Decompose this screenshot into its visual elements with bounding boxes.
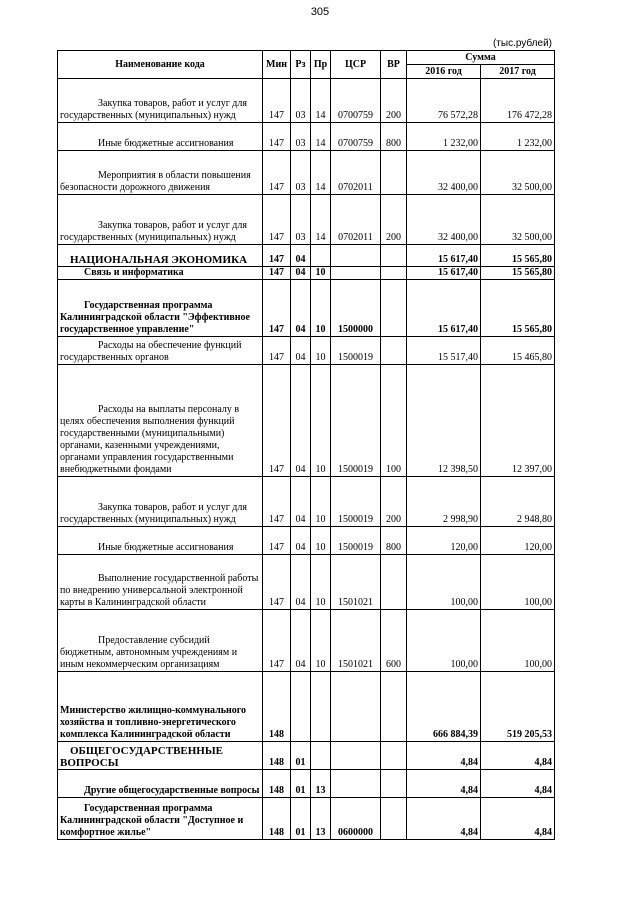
- row-rz: 04: [291, 337, 311, 365]
- header-2016: 2016 год: [407, 65, 481, 79]
- row-pr: 10: [311, 267, 331, 280]
- row-name: Закупка товаров, работ и услуг для государственных (муниципальных) нужд: [58, 195, 263, 245]
- row-2017: 15 465,80: [481, 337, 555, 365]
- row-pr: 10: [311, 477, 331, 527]
- row-min: 147: [263, 123, 291, 151]
- row-pr: 10: [311, 610, 331, 672]
- row-pr: 13: [311, 798, 331, 840]
- row-csr: 1500000: [331, 280, 381, 337]
- row-vr: 600: [381, 610, 407, 672]
- row-name: Закупка товаров, работ и услуг для государственных (муниципальных) нужд: [58, 477, 263, 527]
- row-name: Расходы на выплаты персоналу в целях обеспечения выполнения функций государственными (муниципальными) органами, казенными учреждениями, органами управления государственными внебюджетными фондами: [58, 365, 263, 477]
- row-2017: 15 565,80: [481, 245, 555, 267]
- row-rz: 04: [291, 527, 311, 555]
- row-pr: 10: [311, 555, 331, 610]
- row-2016: 4,84: [407, 770, 481, 798]
- row-vr: [381, 245, 407, 267]
- row-2016: 100,00: [407, 610, 481, 672]
- row-vr: [381, 280, 407, 337]
- row-pr: [311, 742, 331, 770]
- header-csr: ЦСР: [331, 51, 381, 79]
- row-csr: 1501021: [331, 610, 381, 672]
- row-2016: 120,00: [407, 527, 481, 555]
- row-name: Иные бюджетные ассигнования: [58, 123, 263, 151]
- row-min: 147: [263, 527, 291, 555]
- table-row: [58, 365, 555, 477]
- row-name: Министерство жилищно-коммунального хозяйства и топливно-энергетического комплекса Калининградской области: [58, 672, 263, 742]
- row-2016: 666 884,39: [407, 672, 481, 742]
- row-pr: 14: [311, 123, 331, 151]
- row-rz: 04: [291, 477, 311, 527]
- row-name: НАЦИОНАЛЬНАЯ ЭКОНОМИКА: [58, 245, 263, 267]
- row-min: 148: [263, 742, 291, 770]
- table-row: [58, 280, 555, 337]
- row-2016: 32 400,00: [407, 195, 481, 245]
- row-2016: 1 232,00: [407, 123, 481, 151]
- row-min: 148: [263, 798, 291, 840]
- row-min: 147: [263, 555, 291, 610]
- table-row: [58, 742, 555, 770]
- header-vr: ВР: [381, 51, 407, 79]
- table-row: [58, 245, 555, 267]
- row-2017: 15 565,80: [481, 280, 555, 337]
- row-rz: 04: [291, 267, 311, 280]
- row-rz: 01: [291, 770, 311, 798]
- row-rz: 03: [291, 195, 311, 245]
- row-vr: 800: [381, 123, 407, 151]
- row-vr: [381, 672, 407, 742]
- row-name: Выполнение государственной работы по внедрению универсальной электронной карты в Калининградской области: [58, 555, 263, 610]
- row-csr: 1500019: [331, 527, 381, 555]
- row-2017: 32 500,00: [481, 195, 555, 245]
- row-name: Предоставление субсидий бюджетным, автономным учреждениям и иным некоммерческим организациям: [58, 610, 263, 672]
- row-vr: 100: [381, 365, 407, 477]
- page-number: 305: [310, 6, 330, 18]
- header-rz: Рз: [291, 51, 311, 79]
- row-pr: 14: [311, 79, 331, 123]
- row-pr: 10: [311, 280, 331, 337]
- row-vr: [381, 555, 407, 610]
- row-rz: 04: [291, 365, 311, 477]
- row-2016: 4,84: [407, 742, 481, 770]
- table-row: [58, 123, 555, 151]
- row-rz: 03: [291, 79, 311, 123]
- units-label: (тыс.рублей): [492, 38, 552, 49]
- row-pr: [311, 245, 331, 267]
- row-csr: 0702011: [331, 195, 381, 245]
- row-min: 147: [263, 151, 291, 195]
- header-sum: Сумма: [407, 51, 555, 65]
- table-row: [58, 798, 555, 840]
- row-name: Мероприятия в области повышения безопасности дорожного движения: [58, 151, 263, 195]
- row-rz: 01: [291, 742, 311, 770]
- row-csr: 1500019: [331, 337, 381, 365]
- row-2016: 15 617,40: [407, 245, 481, 267]
- row-csr: [331, 742, 381, 770]
- row-csr: [331, 672, 381, 742]
- row-name: Закупка товаров, работ и услуг для государственных (муниципальных) нужд: [58, 79, 263, 123]
- row-vr: 200: [381, 79, 407, 123]
- row-csr: 1501021: [331, 555, 381, 610]
- row-2017: 100,00: [481, 610, 555, 672]
- row-pr: 13: [311, 770, 331, 798]
- row-csr: 0700759: [331, 79, 381, 123]
- row-min: 147: [263, 610, 291, 672]
- row-pr: 14: [311, 195, 331, 245]
- row-min: 147: [263, 365, 291, 477]
- table-row: [58, 477, 555, 527]
- header-2017: 2017 год: [481, 65, 555, 79]
- row-csr: 1500019: [331, 477, 381, 527]
- row-min: 147: [263, 79, 291, 123]
- row-2017: 1 232,00: [481, 123, 555, 151]
- row-csr: 0700759: [331, 123, 381, 151]
- row-min: 148: [263, 770, 291, 798]
- row-2016: 12 398,50: [407, 365, 481, 477]
- row-name: ОБЩЕГОСУДАРСТВЕННЫЕ ВОПРОСЫ: [58, 742, 263, 770]
- row-2017: 4,84: [481, 770, 555, 798]
- row-csr: [331, 267, 381, 280]
- row-2017: 32 500,00: [481, 151, 555, 195]
- row-2017: 519 205,53: [481, 672, 555, 742]
- row-2016: 15 617,40: [407, 280, 481, 337]
- row-csr: 1500019: [331, 365, 381, 477]
- row-rz: [291, 672, 311, 742]
- row-min: 148: [263, 672, 291, 742]
- table-row: [58, 79, 555, 123]
- row-pr: 10: [311, 527, 331, 555]
- row-rz: 04: [291, 245, 311, 267]
- table-row: [58, 610, 555, 672]
- row-csr: [331, 770, 381, 798]
- table-row: [58, 195, 555, 245]
- row-vr: [381, 267, 407, 280]
- table-row: [58, 151, 555, 195]
- row-rz: 04: [291, 610, 311, 672]
- row-2016: 76 572,28: [407, 79, 481, 123]
- row-2016: 32 400,00: [407, 151, 481, 195]
- row-2017: 12 397,00: [481, 365, 555, 477]
- row-pr: 10: [311, 337, 331, 365]
- row-csr: [331, 245, 381, 267]
- row-vr: [381, 151, 407, 195]
- row-min: 147: [263, 245, 291, 267]
- table-row: [58, 267, 555, 280]
- row-rz: 03: [291, 151, 311, 195]
- table-row: [58, 337, 555, 365]
- row-2017: 4,84: [481, 798, 555, 840]
- row-2017: 2 948,80: [481, 477, 555, 527]
- row-pr: 14: [311, 151, 331, 195]
- row-2017: 176 472,28: [481, 79, 555, 123]
- row-rz: 04: [291, 555, 311, 610]
- row-vr: 200: [381, 195, 407, 245]
- row-min: 147: [263, 280, 291, 337]
- row-min: 147: [263, 267, 291, 280]
- row-2016: 4,84: [407, 798, 481, 840]
- row-2016: 100,00: [407, 555, 481, 610]
- row-min: 147: [263, 337, 291, 365]
- row-rz: 04: [291, 280, 311, 337]
- row-vr: 200: [381, 477, 407, 527]
- row-vr: [381, 798, 407, 840]
- header-pr: Пр: [311, 51, 331, 79]
- row-2017: 120,00: [481, 527, 555, 555]
- row-2017: 15 565,80: [481, 267, 555, 280]
- row-pr: [311, 672, 331, 742]
- header-min: Мин: [263, 51, 291, 79]
- row-csr: 0600000: [331, 798, 381, 840]
- header-name: Наименование кода: [58, 51, 263, 79]
- row-vr: [381, 742, 407, 770]
- row-rz: 03: [291, 123, 311, 151]
- budget-table: [57, 50, 555, 840]
- table-row: [58, 555, 555, 610]
- table-row: [58, 672, 555, 742]
- row-2016: 15 617,40: [407, 267, 481, 280]
- row-vr: [381, 770, 407, 798]
- row-name: Связь и информатика: [58, 267, 263, 280]
- table-row: [58, 770, 555, 798]
- row-name: Государственная программа Калининградской области "Эффективное государственное управление": [58, 280, 263, 337]
- row-vr: [381, 337, 407, 365]
- row-rz: 01: [291, 798, 311, 840]
- row-name: Иные бюджетные ассигнования: [58, 527, 263, 555]
- row-2016: 2 998,90: [407, 477, 481, 527]
- row-name: Расходы на обеспечение функций государственных органов: [58, 337, 263, 365]
- row-pr: 10: [311, 365, 331, 477]
- row-2017: 4,84: [481, 742, 555, 770]
- row-min: 147: [263, 477, 291, 527]
- table-row: [58, 527, 555, 555]
- row-min: 147: [263, 195, 291, 245]
- row-vr: 800: [381, 527, 407, 555]
- row-name: Государственная программа Калининградской области "Доступное и комфортное жилье": [58, 798, 263, 840]
- row-csr: 0702011: [331, 151, 381, 195]
- row-2017: 100,00: [481, 555, 555, 610]
- row-name: Другие общегосударственные вопросы: [58, 770, 263, 798]
- row-2016: 15 517,40: [407, 337, 481, 365]
